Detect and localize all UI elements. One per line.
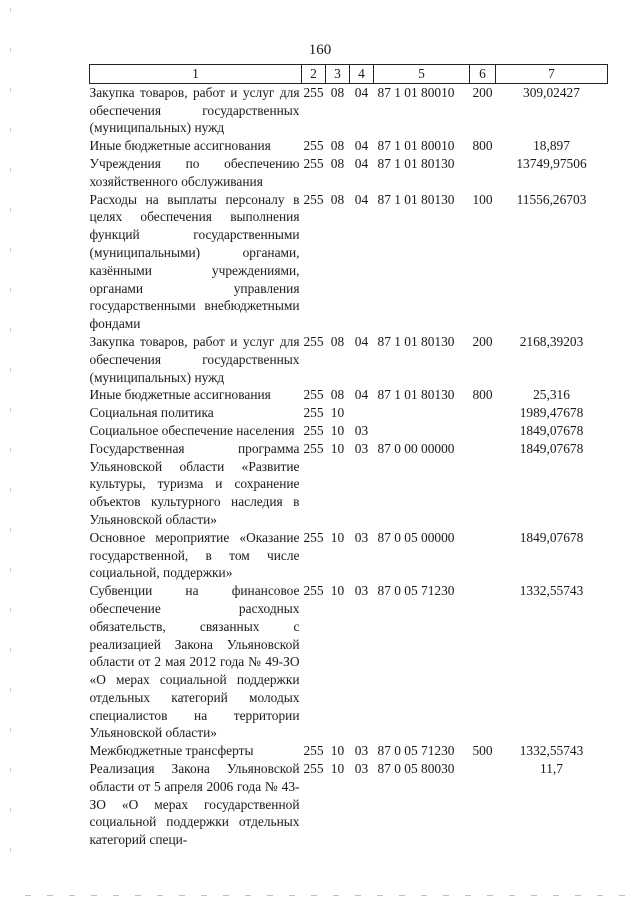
table-row — [90, 155, 608, 191]
row-name-cell: Закупка товаров, работ и услуг для обеспечения государственных (муниципальных) нужд — [89, 84, 300, 136]
target-article-cell: 87 0 05 71230 — [377, 583, 455, 599]
target-article-cell: 87 0 05 00000 — [377, 529, 455, 545]
ministry-code-cell: 255 — [303, 583, 324, 599]
expense-type-cell: 800 — [472, 387, 493, 403]
table-row — [90, 137, 608, 155]
column-header: 4 — [350, 65, 374, 84]
amount-cell: 11,7 — [540, 761, 563, 777]
target-article-cell: 87 1 01 80010 — [377, 84, 455, 100]
ministry-code-cell: 255 — [303, 138, 324, 154]
section-code-cell: 08 — [330, 155, 345, 171]
subsection-code-cell: 04 — [354, 138, 369, 154]
subsection-code-cell: 04 — [354, 84, 369, 100]
amount-cell: 1849,07678 — [519, 422, 584, 438]
target-article-cell: 87 0 05 71230 — [377, 743, 455, 759]
section-code-cell: 10 — [330, 405, 345, 421]
table-row — [90, 742, 608, 760]
subsection-code-cell: 03 — [354, 743, 369, 759]
ministry-code-cell: 255 — [303, 529, 324, 545]
row-name-cell: Иные бюджетные ассигнования — [89, 138, 271, 154]
subsection-code-cell: 03 — [354, 422, 369, 438]
column-header: 5 — [374, 65, 470, 84]
target-article-cell — [374, 422, 470, 440]
target-article-cell: 87 0 05 80030 — [377, 761, 455, 777]
target-article-cell: 87 0 00 00000 — [377, 440, 455, 456]
expense-type-cell: 500 — [472, 743, 493, 759]
column-header: 2 — [302, 65, 326, 84]
table-row — [90, 440, 608, 529]
section-code-cell: 08 — [330, 387, 345, 403]
table-row — [90, 191, 608, 333]
table-row — [90, 422, 608, 440]
row-name-cell: Государственная программа Ульяновской области «Развитие культуры, туризма и сохранение объектов культурного наследия в Ульяновской области» — [89, 440, 300, 527]
target-article-cell: 87 1 01 80130 — [377, 191, 455, 207]
target-article-cell: 87 1 01 80130 — [377, 155, 455, 171]
expense-type-cell: 200 — [472, 333, 493, 349]
row-name-cell: Закупка товаров, работ и услуг для обеспечения государственных (муниципальных) нужд — [89, 333, 300, 385]
row-name-cell: Реализация Закона Ульяновской области от 5 апреля 2006 года № 43-ЗО «О мерах государственной социальной поддержки отдельных категорий специ- — [89, 761, 300, 848]
amount-cell: 2168,39203 — [519, 333, 584, 349]
row-name-cell: Межбюджетные трансферты — [89, 743, 254, 759]
row-name-cell: Основное мероприятие «Оказание государственной, в том числе социальной, поддержки» — [89, 529, 300, 581]
amount-cell: 309,02427 — [523, 84, 580, 100]
amount-cell: 1332,55743 — [519, 583, 584, 599]
amount-cell: 18,897 — [533, 138, 570, 154]
ministry-code-cell: 255 — [303, 387, 324, 403]
column-header: 1 — [90, 65, 302, 84]
section-code-cell: 10 — [330, 583, 345, 599]
row-name-cell: Социальная политика — [89, 405, 214, 421]
expense-type-cell — [470, 422, 496, 440]
row-name-cell: Социальное обеспечение населения — [89, 422, 295, 438]
table-row — [90, 582, 608, 742]
scan-edge-mark — [10, 8, 11, 888]
ministry-code-cell: 255 — [303, 84, 324, 100]
expense-type-cell: 200 — [472, 84, 493, 100]
ministry-code-cell: 255 — [303, 422, 324, 438]
table-body — [90, 83, 608, 849]
column-header: 7 — [496, 65, 608, 84]
amount-cell: 1332,55743 — [519, 743, 584, 759]
expense-type-cell: 100 — [472, 191, 493, 207]
section-code-cell: 08 — [330, 333, 345, 349]
expense-type-cell — [470, 529, 496, 582]
row-name-cell: Субвенции на финансовое обеспечение расходных обязательств, связанных с реализацией Закона Ульяновской области от 2 мая 2012 года № 49-ЗО «О мерах социальной поддержки отдельных категорий молодых специалистов на территории Ульяновской области» — [89, 583, 300, 741]
table-row — [90, 386, 608, 404]
amount-cell: 1849,07678 — [519, 529, 584, 545]
subsection-code-cell: 03 — [354, 440, 369, 456]
subsection-code-cell: 04 — [354, 155, 369, 171]
section-code-cell: 08 — [330, 138, 345, 154]
expense-type-cell — [470, 582, 496, 742]
header-row — [90, 65, 608, 84]
section-code-cell: 10 — [330, 422, 345, 438]
section-code-cell: 08 — [330, 191, 345, 207]
amount-cell: 13749,97506 — [516, 155, 587, 171]
ministry-code-cell: 255 — [303, 743, 324, 759]
table-row — [90, 333, 608, 386]
ministry-code-cell: 255 — [303, 440, 324, 456]
ministry-code-cell: 255 — [303, 761, 324, 777]
target-article-cell — [374, 404, 470, 422]
table-row — [90, 529, 608, 582]
table-row — [90, 404, 608, 422]
amount-cell: 1989,47678 — [519, 405, 584, 421]
column-header: 3 — [326, 65, 350, 84]
row-name-cell: Учреждения по обеспечению хозяйственного обслуживания — [89, 155, 300, 189]
amount-cell: 11556,26703 — [516, 191, 587, 207]
subsection-code-cell: 03 — [354, 583, 369, 599]
table-row — [90, 760, 608, 849]
expense-type-cell — [470, 440, 496, 529]
expense-type-cell: 800 — [472, 138, 493, 154]
scan-edge-mark — [25, 895, 625, 896]
subsection-code-cell: 03 — [354, 529, 369, 545]
column-header: 6 — [470, 65, 496, 84]
subsection-code-cell: 03 — [354, 761, 369, 777]
ministry-code-cell: 255 — [303, 405, 324, 421]
ministry-code-cell: 255 — [303, 155, 324, 171]
expense-type-cell — [470, 760, 496, 849]
expense-type-cell — [470, 155, 496, 191]
section-code-cell: 08 — [330, 84, 345, 100]
subsection-code-cell — [350, 404, 374, 422]
target-article-cell: 87 1 01 80130 — [377, 333, 455, 349]
amount-cell: 1849,07678 — [519, 440, 584, 456]
subsection-code-cell: 04 — [354, 333, 369, 349]
section-code-cell: 10 — [330, 743, 345, 759]
section-code-cell: 10 — [330, 529, 345, 545]
expense-type-cell — [470, 404, 496, 422]
page-number: 160 — [308, 42, 332, 58]
amount-cell: 25,316 — [533, 387, 570, 403]
table-row — [90, 83, 608, 137]
ministry-code-cell: 255 — [303, 333, 324, 349]
budget-table — [89, 64, 608, 849]
row-name-cell: Иные бюджетные ассигнования — [89, 387, 271, 403]
subsection-code-cell: 04 — [354, 191, 369, 207]
row-name-cell: Расходы на выплаты персоналу в целях обеспечения выполнения функций государственными (муниципальными) органами, казёнными учреждениями, органами управления государственными внебюджетными фондами — [89, 191, 300, 332]
target-article-cell: 87 1 01 80130 — [377, 387, 455, 403]
section-code-cell: 10 — [330, 761, 345, 777]
section-code-cell: 10 — [330, 440, 345, 456]
subsection-code-cell: 04 — [354, 387, 369, 403]
ministry-code-cell: 255 — [303, 191, 324, 207]
target-article-cell: 87 1 01 80010 — [377, 138, 455, 154]
